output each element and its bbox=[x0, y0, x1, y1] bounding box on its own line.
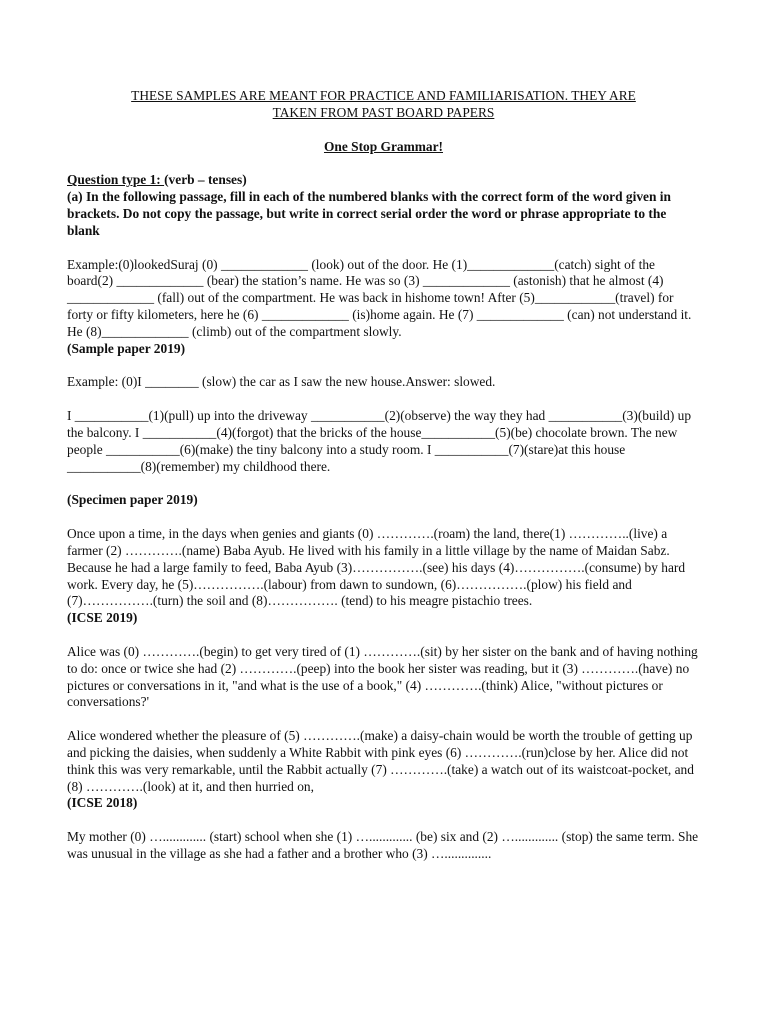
document-page bbox=[67, 88, 700, 863]
notice-line-2: TAKEN FROM PAST BOARD PAPERS bbox=[272, 104, 495, 120]
passage-6: Alice wondered whether the pleasure of (5) ………….(make) a daisy-chain would be worth the trouble of getting up and picking the daisies, when suddenly a White Rabbit with pink eyes (6) ………….(run)close by her. Alice did not think this was very remarkable, until the Rabbit actually (7) ………….(take) a watch out of its waistcoat-pocket, and (8) ………….(look) at it, and then hurried on, bbox=[67, 728, 694, 794]
notice-line-1: THESE SAMPLES ARE MEANT FOR PRACTICE AND FAMILIARISATION. THEY ARE bbox=[131, 88, 636, 103]
source-label-1: (Sample paper 2019) bbox=[67, 340, 186, 356]
passage-7: My mother (0) …............. (start) school when she (1) …............. (be) six and (2) …............. (stop) the same term. She was unusual in the village as she had a father and a brother who (3) ….............. bbox=[67, 829, 699, 861]
question-topic: (verb – tenses) bbox=[164, 172, 247, 188]
passage-1: Example:(0)lookedSuraj (0) _____________ (look) out of the door. He (1)_____________(catch) sight of the board(2) _____________ (bear) the station’s name. He was so (3) _____________ (astonish) that he almost (4) _____________ (fall) out of the compartment. He was back in hishome town! After (5)____________(travel) for forty or fifty kilometers, here he (6) _____________ (is)home again. He (7) _____________ (can) not understand it. He (8)_____________ (climb) out of the compartment slowly. bbox=[67, 256, 692, 339]
source-label-3: (ICSE 2019) bbox=[67, 610, 138, 626]
source-label-4: (ICSE 2018) bbox=[67, 795, 138, 811]
question-instruction: (a) In the following passage, fill in each of the numbered blanks with the correct form of the word given in brackets. Do not copy the passage, but write in correct serial order the word or phrase appropriate to the blank bbox=[67, 189, 671, 238]
question-label: Question type 1: bbox=[67, 172, 165, 188]
source-label-2: (Specimen paper 2019) bbox=[67, 492, 198, 508]
document-title: One Stop Grammar! bbox=[323, 138, 443, 154]
question-heading bbox=[67, 172, 700, 189]
passage-2: Example: (0)I ________ (slow) the car as I saw the new house.Answer: slowed. bbox=[67, 374, 496, 390]
passage-5: Alice was (0) ………….(begin) to get very tired of (1) ………….(sit) by her sister on the bank and of having nothing to do: once or twice she had (2) ………….(peep) into the book her sister was reading, but it (3) ………….(have) no pictures or conversations in it, "and what is the use of a book," (4) ………….(think) Alice, "without pictures or conversations?' bbox=[67, 643, 698, 710]
passage-3: I ___________(1)(pull) up into the driveway ___________(2)(observe) the way they had ___________(3)(build) up the balcony. I ___________(4)(forgot) that the bricks of the house___________(5)(be) chocolate brown. The new people ___________(6)(make) the tiny balcony into a study room. I ___________(7)(stare)at this house ___________(8)(remember) my childhood there. bbox=[67, 408, 692, 474]
passage-4: Once upon a time, in the days when genies and giants (0) ………….(roam) the land, there(1) …………..(live) a farmer (2) ………….(name) Baba Ayub. He lived with his family in a little village by the name of Maidan Sabz. Because he had a large family to feed, Baba Ayub (3)…………….(see) his days (4)…………….(consume) by hard work. Every day, he (5)…………….(labour) from dawn to sundown, (6)…………….(plow) his field and (7)…………….(turn) the soil and (8)……………. (tend) to his meagre pistachio trees. bbox=[67, 526, 686, 609]
